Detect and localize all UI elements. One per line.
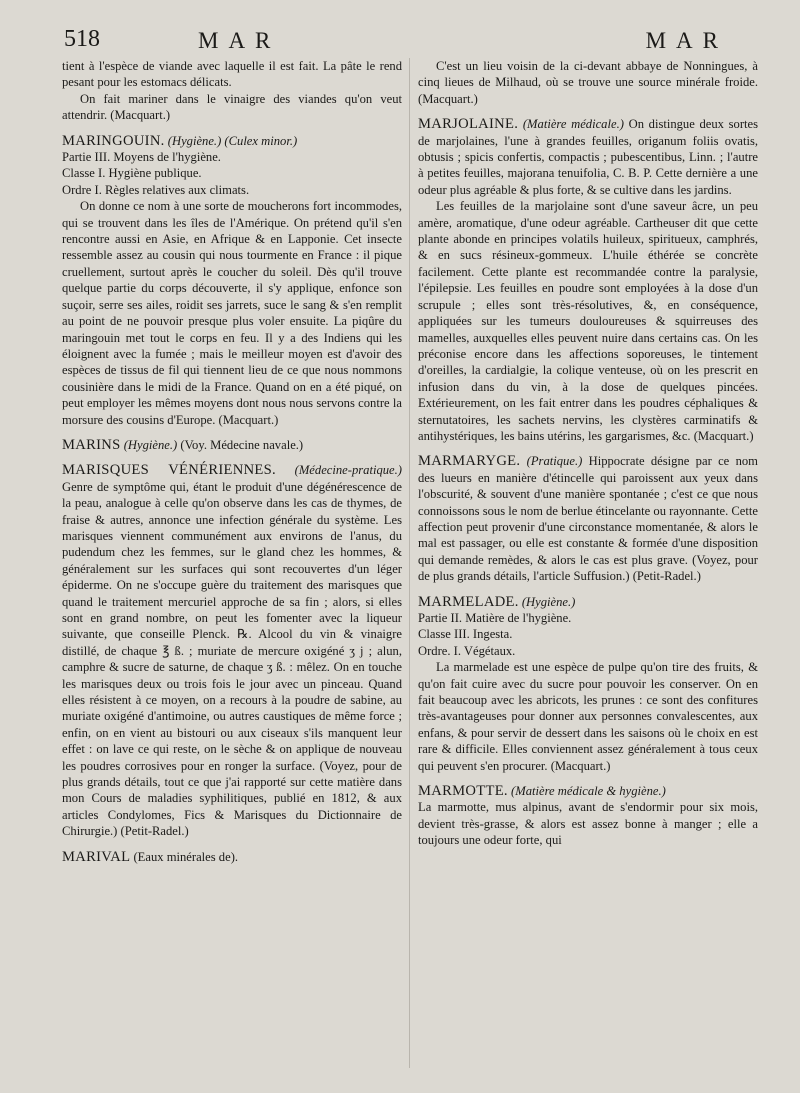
entry-marmelade xyxy=(418,594,758,774)
running-head-left: MAR xyxy=(198,28,281,53)
column-divider xyxy=(409,58,410,1068)
entry-category: (Matière médicale.) xyxy=(522,117,624,132)
entry-body: Genre de symptôme qui, étant le produit d'une dégénérescence de la peau, analogue à celle qu'on observe dans les cas de thymes, de fraise & autres, annonce une infection générale du système. Les marisques viennent communément aux environs de l'anus, du pudendum chez les femmes, sur le gland chez les hommes, & généralement sur les surfaces qui sont recouvertes d'un léger épiderme. On ne s'occupe guère du traitement des marisques que quand le traitement mercuriel approche de sa fin ; alors, si elles sont en grand nombre, on peut les fomenter avec la liqueur suivante, que conseille Plenck. ℞. Alcool du vin & vinaigre distillé, de chaque ℥ ß. ; muriate de mercure oxigéné ʒ j ; alun, camphre & sucre de saturne, de chaque ʒ ß. : mêlez. On en touche les marisques deux ou trois fois le jour avec un pinceau. Quand elles résistent à ce moyen, on a recours à la poudre de sabine, au muriate oxigéné d'antimoine, ou autres caustiques de même force ; enfin, on en vient au bistouri ou aux ciseaux s'ils manquent leur effet : on lave ce qui reste, on le sèche & on applique de nouveau les poudres corrosives pour en ronger la surface. (Voyez, pour de plus grands détails, tout ce que j'ai rapporté sur cette matière dans mon Cours de maladies syphilitiques, publié en 1812, & aux articles Condylomes, Fics & Marisques du Dictionnaire de Chirurgie.) (Petit-Radel.) xyxy=(62,479,402,839)
entry-headword: MARMOTTE. xyxy=(418,783,508,800)
classification-line: Ordre. I. Végétaux. xyxy=(418,643,516,658)
classification-line: Ordre I. Règles relatives aux climats. xyxy=(62,182,250,197)
entry-headword: MARIVAL xyxy=(62,848,131,865)
page-number: 518 xyxy=(64,26,100,52)
entry-body: La marmelade est une espèce de pulpe qu'on tire des fruits, & qu'on fait cuire avec du sucre pour pouvoir les conserver. On en fait beaucoup avec les abricots, les prunes : ce sont des confitures très-avantageuses pour donner aux personnes convalescentes, aux enfans, & pour servir de dessert dans les saisons où le choix en est rare & difficile. Elles conviennent assez généralement à tous ceux qui peuvent s'en procurer. (Macquart.) xyxy=(418,660,758,773)
running-head-right: MAR xyxy=(645,28,728,53)
entry-category: (Hygiène.) xyxy=(123,437,178,452)
running-head xyxy=(64,26,728,56)
left-column xyxy=(62,58,402,865)
entry-body: On distingue deux sortes de marjolaines, l'une à grandes feuilles, origanum foliis ovatis, obtusis ; spicis confertis, compactis ; pubescentibus, Linn. ; l'autre à petites feuilles, majorana tenuifolia, C. B. P. Cette dernière a une odeur plus agréable & plus forte, & se cultive dans les jardins. xyxy=(418,117,759,197)
classification-line: Classe I. Hygiène publique. xyxy=(62,166,202,181)
entry-body: La marmotte, mus alpinus, avant de s'endormir pour six mois, devient très-grasse, & alors est assez bonne à manger ; elle a toujours une odeur forte, qui xyxy=(418,800,758,848)
continuation-text: tient à l'espèce de viande avec laquelle il est fait. La pâte le rend pesant pour les estomacs délicats. xyxy=(62,59,402,90)
entry-headword: MARMARYGE. xyxy=(418,453,521,470)
entry-marisques xyxy=(62,462,402,839)
entry-headword: MARINS xyxy=(62,436,121,453)
entry-headword: MARJOLAINE. xyxy=(418,116,519,133)
entry-headword: MARINGOUIN. xyxy=(62,132,165,149)
entry-category: (Médecine-pratique.) xyxy=(294,463,402,478)
cross-reference: (Voy. Médecine navale.) xyxy=(180,437,304,452)
entry-category: (Hygiène.) xyxy=(521,594,576,609)
continuation-text: On fait mariner dans le vinaigre des viandes qu'on veut attendrir. (Macquart.) xyxy=(62,91,402,123)
entry-body: (Eaux minérales de). xyxy=(133,849,239,864)
entry-headword: MARMELADE. xyxy=(418,593,519,610)
entry-body: On donne ce nom à une sorte de moucherons fort incommodes, qui se trouvent dans les îles de l'Amérique. On prétend qu'il s'en rencontre aussi en Asie, en Afrique & en Lapponie. Cet insecte ressemble assez au cousin qui nous tourmente en France : il pique cruellement, surtout après le coucher du soleil. Dès qu'il trouve quelque partie du corps découverte, il s'y applique, enfonce son suçoir, serre ses ailes, roidit ses jarrets, suce le sang & s'en remplit au point de ne pouvoir presque plus voler ensuite. La piqûre du maringouin met tout le corps en feu. Il y a des Indiens qui les éloignent avec la fumée ; mais le meilleur moyen est d'avoir des espèces de tissus de fil qui tiennent lieu de ce que nous nommons cousinière dans le midi de la France. Quand on en a été piqué, on peut employer les mêmes moyens dont nous nous servons contre la morsure des cousins d'Europe. (Macquart.) xyxy=(62,199,402,427)
entry-marins xyxy=(62,437,402,453)
entry-category: (Pratique.) xyxy=(526,454,583,469)
entry-body: Hippocrate désigne par ce nom des lueurs en manière d'étincelle qui paroissent aux yeux dans l'obscurité, & souvent d'une manière spontanée ; c'est ce que nous connoissons sous le nom de berlue étincelante ou rayonnante. Cette affection peut provenir d'une circonstance momentanée, & alors le mal est passager, ou elle est constante & formée d'une disposition qui demande remèdes, & alors le cas est plus grave. (Voyez, pour de plus grands détails, l'article Suffusion.) (Petit-Radel.) xyxy=(418,454,758,584)
entry-marival xyxy=(62,849,402,865)
classification-line: Partie II. Matière de l'hygiène. xyxy=(418,611,572,625)
entry-category: (Hygiène.) (Culex minor.) xyxy=(167,133,298,148)
entry-headword: MARISQUES VÉNÉRIENNES. xyxy=(62,462,276,479)
classification-line: Partie III. Moyens de l'hygiène. xyxy=(62,150,221,165)
continuation-text: C'est un lieu voisin de la ci-devant abbaye de Nonningues, à cinq lieues de Milhaud, où se trouve une source minérale froide. (Macquart.) xyxy=(418,59,758,106)
entry-maringouin xyxy=(62,133,402,428)
entry-marjolaine xyxy=(418,116,758,444)
entry-marmaryge xyxy=(418,453,758,584)
entry-marmotte xyxy=(418,783,758,849)
right-column xyxy=(418,58,758,849)
entry-body: Les feuilles de la marjolaine sont d'une saveur âcre, un peu amère, aromatique, d'une odeur agréable. Cartheuser dit que cette plante abonde en principes volatils huileux, spiritueux, camphrés, & en sucs résineux-gommeux. L'huile éthérée se concrète facilement. Cette plante est recommandée contre la paralysie, l'épilepsie. Les feuilles en poudre sont employées à la dose d'un scrupule ; elles sont très-résolutives, &, en conséquence, appliquées sur les tumeurs douloureuses & squirreuses des mamelles, auxquelles elles peuvent nuire dans certains cas. On les préconise encore dans les affections soporeuses, le tintement d'oreilles, la cardialgie, la colique venteuse, où on les prescrit en infusion dans du vin, à la dose de quelques pincées. Extérieurement, on les fait entrer dans les poudres céphaliques & sternutatoires, les sachets nervins, les clystères carminatifs & antihystériques, les bains utérins, les gargarismes, &c. (Macquart.) xyxy=(418,199,758,443)
entry-category: (Matière médicale & hygiène.) xyxy=(511,784,666,799)
classification-line: Classe III. Ingesta. xyxy=(418,627,513,642)
